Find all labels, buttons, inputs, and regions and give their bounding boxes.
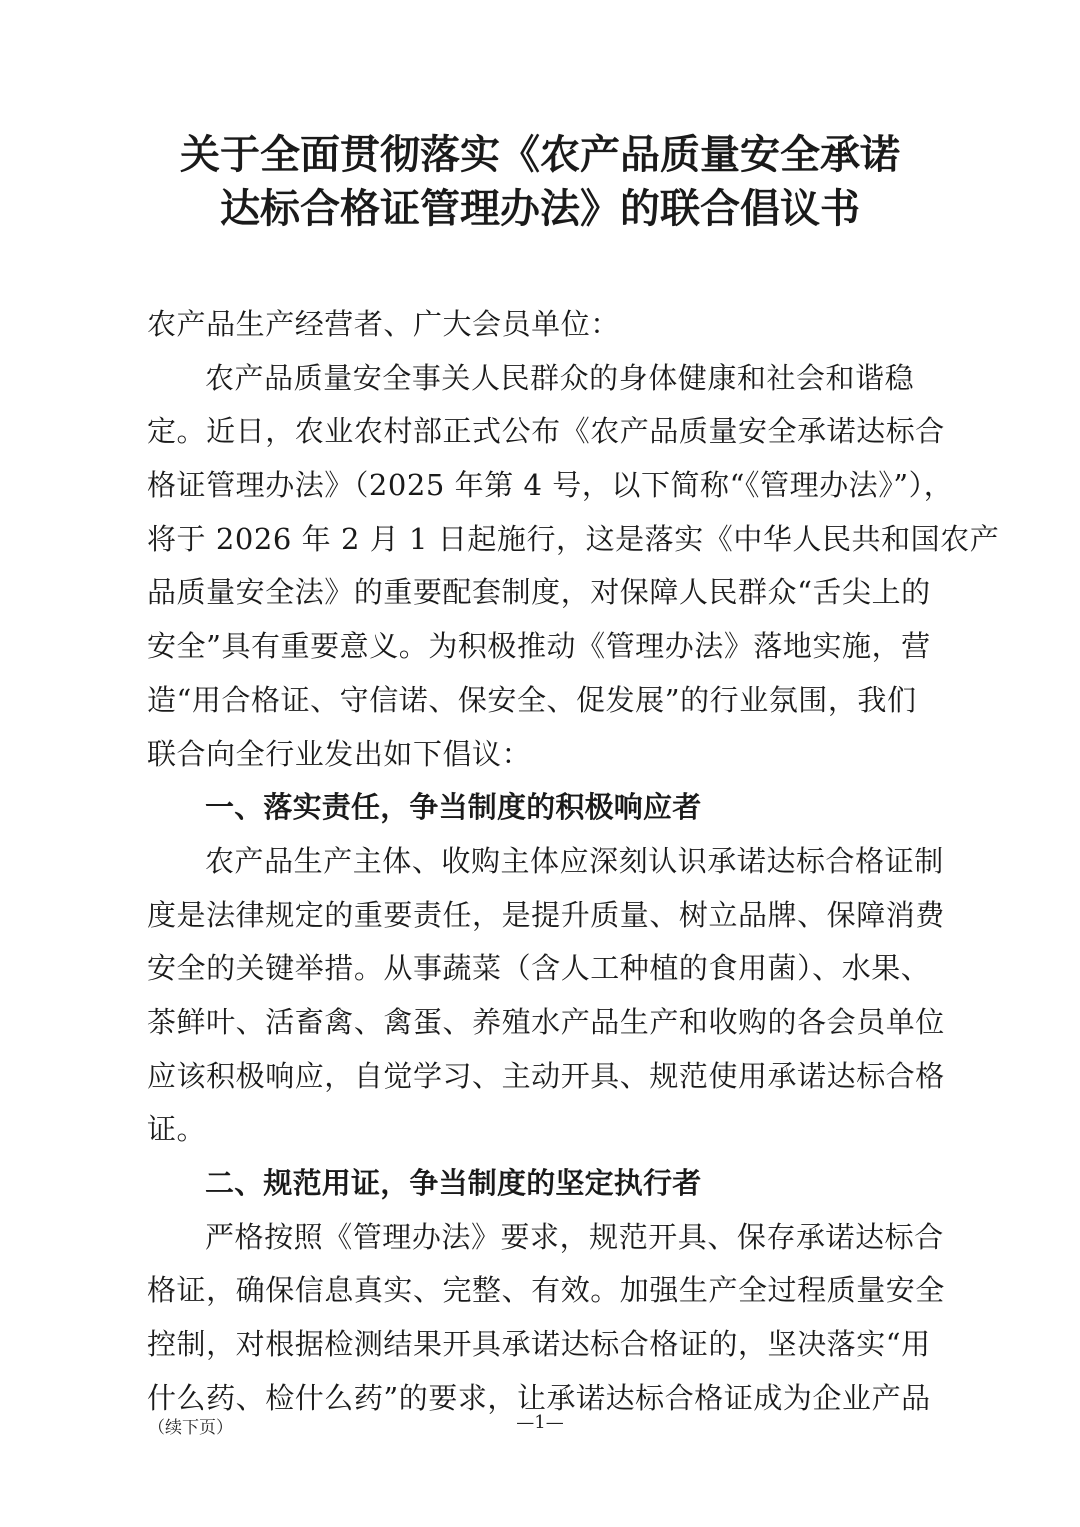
paragraph-line: 联合向全行业发出如下倡议：: [147, 736, 532, 771]
paragraph-line: 农产品生产主体、收购主体应深刻认识承诺达标合格证制: [205, 843, 944, 878]
paragraph-line: 严格按照《管理办法》要求，规范开具、保存承诺达标合: [205, 1219, 944, 1254]
paragraph-line: 品质量安全法》的重要配套制度，对保障人民群众“舌尖上的: [147, 575, 931, 610]
paragraph-line: 格证管理办法》（2025 年第 4 号，以下简称“《管理办法》”），: [147, 468, 954, 503]
document-body: [147, 298, 1000, 1425]
section-2-heading: 二、规范用证，争当制度的坚定执行者: [205, 1166, 702, 1200]
paragraph-line: 安全”具有重要意义。为积极推动《管理办法》落地实施，营: [147, 629, 931, 664]
section-1-paragraph: [147, 835, 945, 1157]
paragraph-intro: [147, 352, 1000, 782]
paragraph-line: 什么药、检什么药”的要求，让承诺达标合格证成为企业产品: [147, 1380, 931, 1415]
section-1-heading: 一、落实责任，争当制度的积极响应者: [205, 790, 702, 825]
page-number: —1—: [516, 1412, 564, 1433]
title-line-2: 达标合格证管理办法》的联合倡议书: [220, 186, 860, 232]
paragraph-line: 将于 2026 年 2 月 1 日起施行，这是落实《中华人民共和国农产: [147, 521, 1000, 556]
continued-note: （续下页）: [148, 1418, 233, 1438]
paragraph-line: 格证，确保信息真实、完整、有效。加强生产全过程质量安全: [147, 1273, 945, 1308]
paragraph-line: 造“用合格证、守信诺、保安全、促发展”的行业氛围，我们: [147, 682, 917, 717]
section-2-paragraph: [147, 1211, 945, 1426]
document-title: [0, 128, 1080, 236]
paragraph-line: 定。近日，农业农村部正式公布《农产品质量安全承诺达标合: [147, 414, 945, 449]
paragraph-line: 应该积极响应，自觉学习、主动开具、规范使用承诺达标合格: [147, 1058, 945, 1093]
title-line-1: 关于全面贯彻落实《农产品质量安全承诺: [180, 132, 900, 178]
paragraph-line: 安全的关键举措。从事蔬菜（含人工种植的食用菌）、水果、: [147, 951, 931, 986]
paragraph-line: 度是法律规定的重要责任，是提升质量、树立品牌、保障消费: [147, 897, 945, 932]
paragraph-line: 控制，对根据检测结果开具承诺达标合格证的，坚决落实“用: [147, 1327, 931, 1362]
salutation: 农产品生产经营者、广大会员单位：: [147, 307, 620, 341]
paragraph-line: 茶鲜叶、活畜禽、禽蛋、养殖水产品生产和收购的各会员单位: [147, 1004, 945, 1039]
paragraph-line: 证。: [147, 1112, 207, 1147]
paragraph-line: 农产品质量安全事关人民群众的身体健康和社会和谐稳: [205, 360, 915, 395]
